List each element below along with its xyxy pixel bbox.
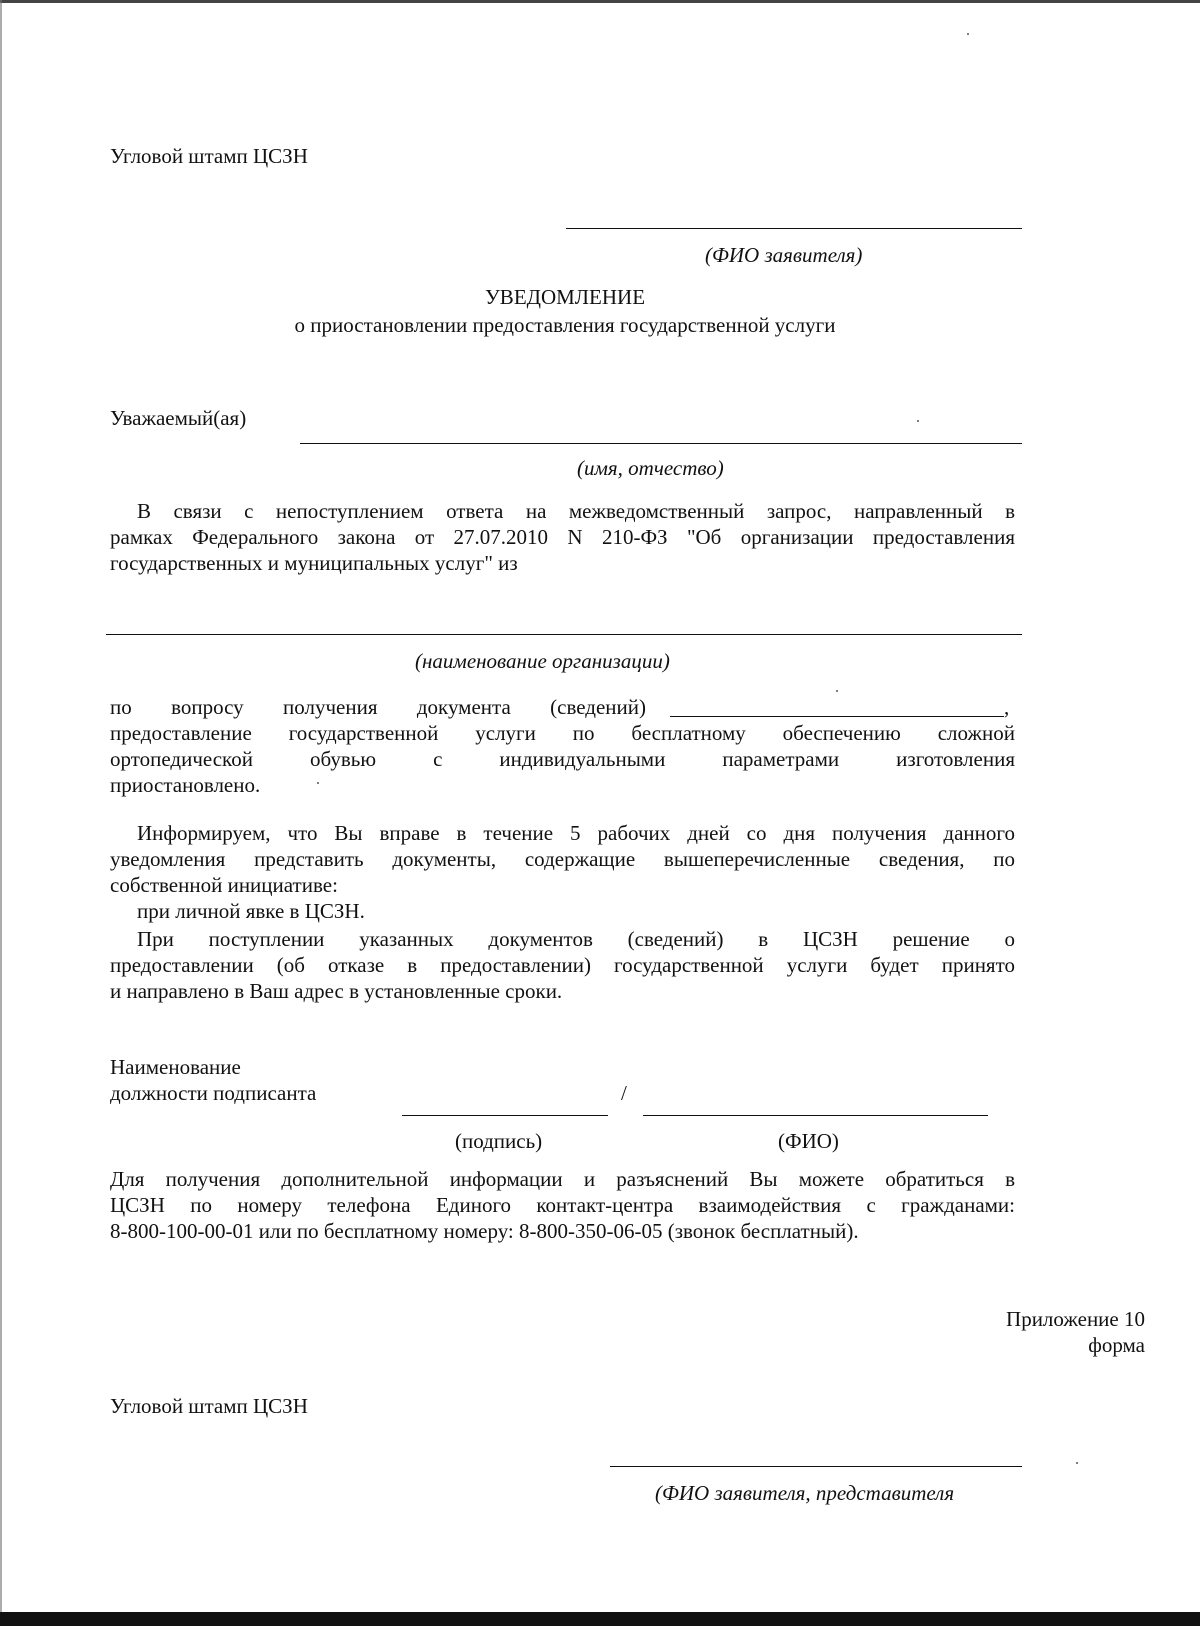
para2-line-4: приостановлено. [110,773,261,797]
applicant-name-line [566,228,1022,229]
document-subtitle: о приостановлении предоставления государственной услуги [294,313,836,337]
para4-line-1: При поступлении указанных документов (сведений) в ЦСЗН решение о [137,927,1015,951]
signer-position-line-1: Наименование [110,1055,241,1079]
para2-line-1: по вопросу получения документа (сведений) [110,695,646,719]
salutation-text: Уважаемый(ая) [110,406,247,430]
para3-line-3: собственной инициативе: [110,873,338,897]
para1-line-1: В связи с непоступлением ответа на межведомственный запрос, направленный в [137,499,1015,523]
scan-speck [967,33,969,35]
appendix-form-label: форма [1088,1333,1145,1357]
document-blank-line [670,716,1004,717]
para1-line-2: рамках Федерального закона от 27.07.2010 N 210-ФЗ "Об организации предоставления [110,525,1015,549]
para1-line-3: государственных и муниципальных услуг" из [110,551,518,575]
salutation-caption: (имя, отчество) [577,456,724,480]
scan-speck [836,690,838,692]
para4-line-2: предоставлении (об отказе в предоставлении) государственной услуги будет принято [110,953,1015,977]
scan-left-edge [0,0,2,1626]
applicant-caption: (ФИО заявителя) [705,243,863,267]
signature-caption: (подпись) [455,1129,543,1153]
para3-item: при личной явке в ЦСЗН. [137,899,365,923]
salutation-line [300,443,1022,444]
para2-line-3: ортопедической обувью с индивидуальными параметрами изготовления [110,747,1015,771]
signature-line [402,1115,608,1116]
appendix-stamp-label: Угловой штамп ЦСЗН [110,1394,308,1418]
signer-name-caption: (ФИО) [778,1129,839,1153]
scan-top-edge [0,0,1200,3]
para3-line-2: уведомления представить документы, содержащие вышеперечисленные сведения, по [110,847,1015,871]
organization-caption: (наименование организации) [415,649,670,673]
scan-bottom-edge [0,1612,1200,1626]
info-line-1: Для получения дополнительной информации и разъяснений Вы можете обратиться в [110,1167,1015,1191]
appendix-applicant-caption: (ФИО заявителя, представителя [655,1481,955,1505]
para2-comma: , [1004,695,1010,719]
corner-stamp-label: Угловой штамп ЦСЗН [110,144,308,168]
signer-name-line [643,1115,988,1116]
appendix-label: Приложение 10 [1006,1307,1145,1331]
appendix-applicant-line [610,1466,1022,1467]
scan-speck [317,782,319,784]
signer-position-line-2: должности подписанта [110,1081,317,1105]
info-line-2: ЦСЗН по номеру телефона Единого контакт-центра взаимодействия с гражданами: [110,1193,1015,1217]
scan-speck [917,420,919,422]
signature-slash: / [621,1081,627,1105]
para4-line-3: и направлено в Ваш адрес в установленные сроки. [110,979,563,1003]
para2-line-2: предоставление государственной услуги по бесплатному обеспечению сложной [110,721,1015,745]
para3-line-1: Информируем, что Вы вправе в течение 5 рабочих дней со дня получения данного [137,821,1015,845]
info-line-3: 8-800-100-00-01 или по бесплатному номеру: 8-800-350-06-05 (звонок бесплатный). [110,1219,859,1243]
scan-speck [1076,1462,1078,1464]
organization-line [106,634,1022,635]
document-title: УВЕДОМЛЕНИЕ [484,285,646,309]
